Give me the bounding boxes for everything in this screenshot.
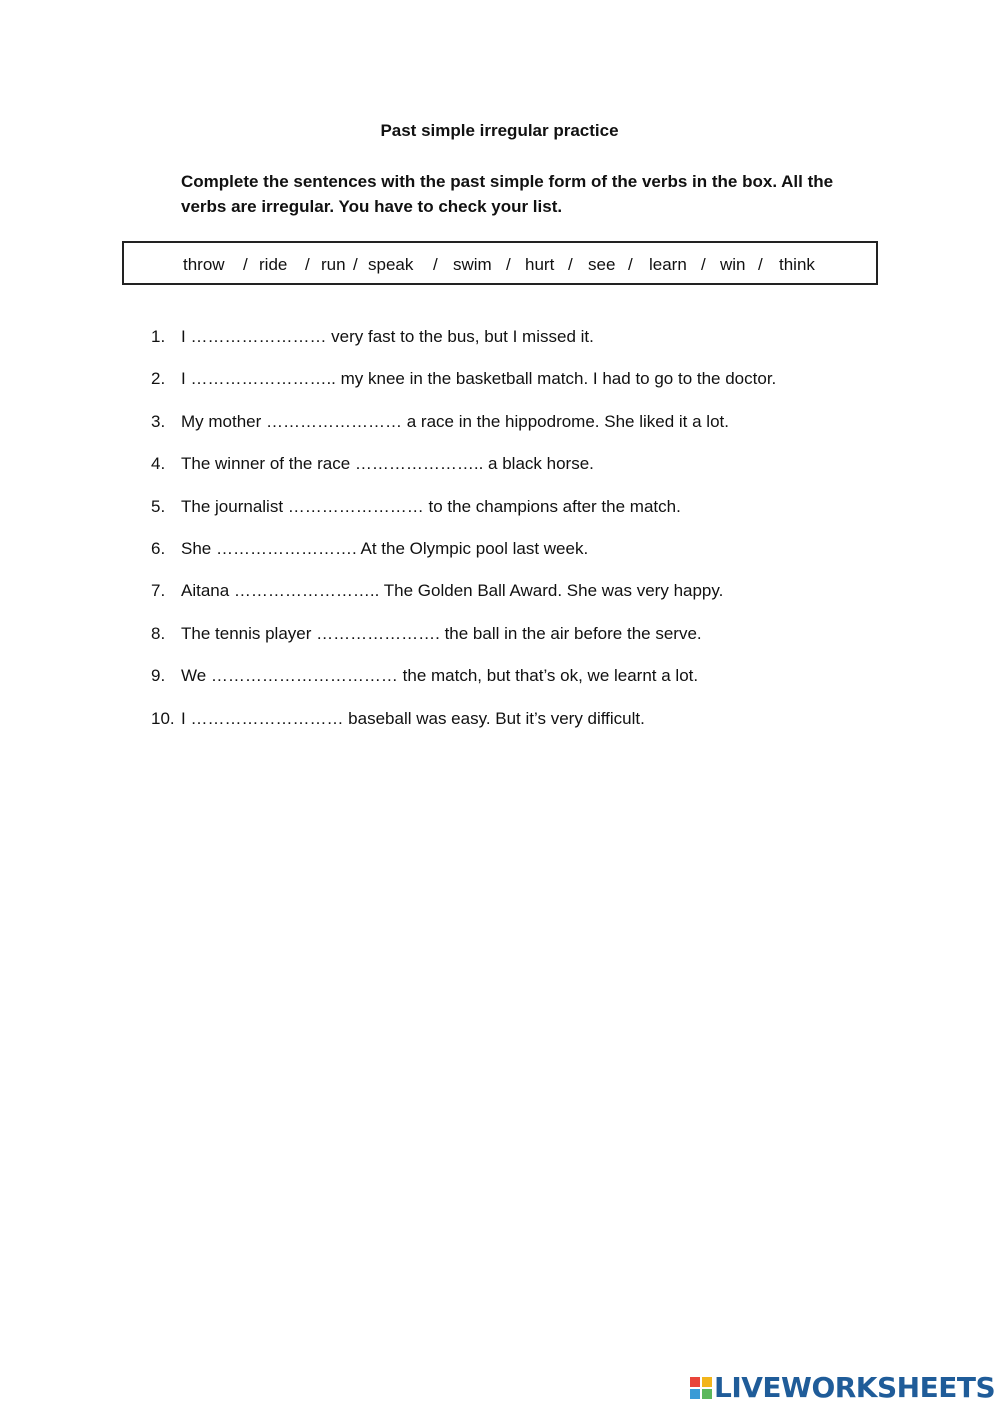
- word-win: win: [720, 255, 746, 274]
- sentence-text: She ……………………. At the Olympic pool last week.: [181, 538, 589, 558]
- word-ride: ride: [259, 255, 288, 274]
- word-swim: swim: [453, 255, 492, 274]
- sentence-number: 8.: [151, 623, 166, 643]
- sentence-item: [151, 453, 951, 495]
- sentence-number: 5.: [151, 496, 166, 516]
- sentence-text: Aitana …………………….. The Golden Ball Award. She was very happy.: [181, 581, 724, 601]
- word-see: see: [588, 255, 616, 274]
- sentence-number: 3.: [151, 411, 166, 431]
- liveworksheets-logo-icon: [690, 1377, 712, 1399]
- sentence-text: The winner of the race ………………….. a black horse.: [181, 454, 594, 474]
- sentence-list: [151, 326, 951, 750]
- word-learn: learn: [649, 255, 687, 274]
- word-separator: /: [568, 255, 573, 274]
- word-think: think: [779, 255, 815, 274]
- sentence-text: I …………………… very fast to the bus, but I missed it.: [181, 327, 594, 346]
- sentence-text: My mother …………………… a race in the hippodrome. She liked it a lot.: [181, 411, 729, 431]
- sentence-number: 7.: [151, 581, 166, 601]
- word-separator: /: [433, 255, 438, 274]
- sentence-number: 1.: [151, 327, 166, 346]
- sentence-number: 10.: [151, 708, 175, 728]
- instructions: Complete the sentences with the past simple form of the verbs in the box. All the verbs are irregular. You have to check your list.: [181, 172, 834, 216]
- word-separator: /: [305, 255, 310, 274]
- sentence-number: 4.: [151, 454, 166, 474]
- word-run: run: [321, 255, 346, 274]
- sentence-item: [151, 665, 951, 707]
- word-separator: /: [758, 255, 763, 274]
- word-hurt: hurt: [525, 255, 555, 274]
- liveworksheets-logo-text: LIVEWORKSHEETS: [714, 1371, 996, 1404]
- sentence-item: [151, 580, 951, 622]
- word-speak: speak: [368, 255, 414, 274]
- word-separator: /: [243, 255, 248, 274]
- sentence-item: [151, 496, 951, 538]
- sentence-text: The tennis player …………………. the ball in the air before the serve.: [181, 623, 702, 643]
- sentence-item: [151, 368, 951, 410]
- word-separator: /: [628, 255, 633, 274]
- sentence-item: [151, 538, 951, 580]
- word-box: [122, 241, 878, 285]
- sentence-item: [151, 326, 951, 368]
- sentence-number: 9.: [151, 666, 166, 686]
- sentence-text: I ……………………… baseball was easy. But it’s very difficult.: [181, 708, 645, 728]
- word-separator: /: [701, 255, 706, 274]
- sentence-item: [151, 623, 951, 665]
- sentence-number: 6.: [151, 538, 166, 558]
- sentence-item: [151, 708, 951, 750]
- word-separator: /: [353, 255, 358, 274]
- word-throw: throw: [183, 255, 225, 274]
- liveworksheets-logo[interactable]: [690, 1371, 996, 1404]
- sentence-number: 2.: [151, 369, 166, 389]
- worksheet-title: Past simple irregular practice: [380, 121, 619, 140]
- sentence-text: The journalist …………………… to the champions after the match.: [181, 496, 681, 516]
- sentence-text: I …………………….. my knee in the basketball match. I had to go to the doctor.: [181, 369, 777, 389]
- sentence-item: [151, 411, 951, 453]
- word-separator: /: [506, 255, 511, 274]
- sentence-text: We …………………………… the match, but that’s ok, we learnt a lot.: [181, 666, 699, 686]
